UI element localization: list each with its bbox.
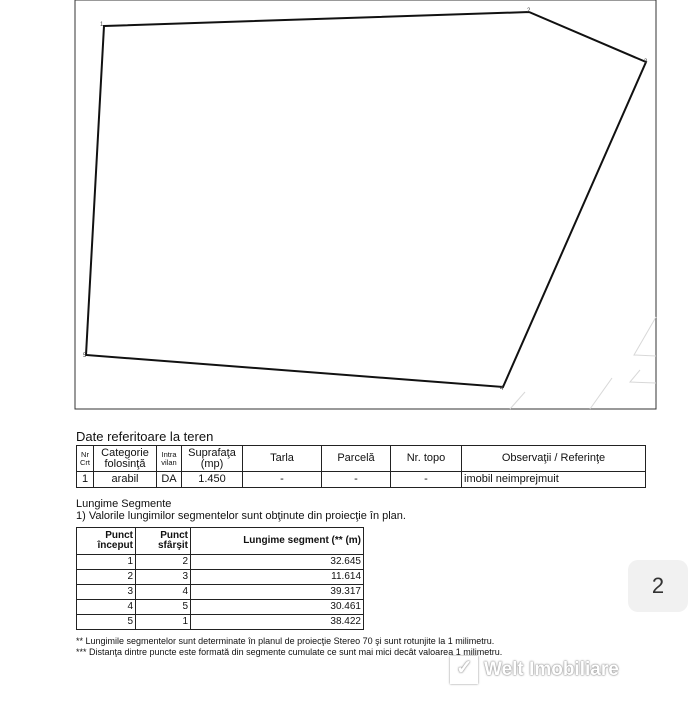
segments-heading xyxy=(76,498,406,522)
point-label: 3 xyxy=(644,59,648,65)
cell: 38.422 xyxy=(191,615,364,630)
table-row xyxy=(77,585,364,600)
cell: 3 xyxy=(136,570,191,585)
cell: 30.461 xyxy=(191,600,364,615)
cell: 1.450 xyxy=(182,472,243,488)
col-lungime: Lungime segment (** (m) xyxy=(191,528,364,555)
cell: DA xyxy=(157,472,182,488)
col-parcela: Parcelă xyxy=(322,446,391,472)
col-observatii: Observaţii / Referinţe xyxy=(462,446,646,472)
cell: 32.645 xyxy=(191,555,364,570)
plan-frame xyxy=(75,0,656,409)
land-section-title: Date referitoare la teren xyxy=(76,429,214,444)
col-punct-sfarsit: Punct sfârşit xyxy=(136,528,191,555)
footnote: *** Distanţa dintre puncte este formată din segmente cumulate ce sunt mai mici decât valoarea 1 milimetru. xyxy=(76,647,503,657)
cell: 2 xyxy=(136,555,191,570)
cell: 4 xyxy=(77,600,136,615)
checkmark-logo-icon xyxy=(450,656,478,684)
col-intravilan: Intra vilan xyxy=(157,446,182,472)
cell: imobil neimprejmuit xyxy=(462,472,646,488)
col-punct-inceput: Punct început xyxy=(77,528,136,555)
table-row xyxy=(77,570,364,585)
watermark xyxy=(450,655,619,685)
cell: arabil xyxy=(94,472,157,488)
cell: - xyxy=(243,472,322,488)
cell: 5 xyxy=(77,615,136,630)
table-row xyxy=(77,615,364,630)
col-tarla: Tarla xyxy=(243,446,322,472)
cell: 39.317 xyxy=(191,585,364,600)
table-row xyxy=(77,600,364,615)
segments-title: Lungime Segmente xyxy=(76,498,172,510)
cell: - xyxy=(391,472,462,488)
footnote: ** Lungimile segmentelor sunt determinate în planul de proiecţie Stereo 70 şi sunt rotunjite la 1 milimetru. xyxy=(76,636,495,646)
point-label: 4 xyxy=(500,386,504,392)
watermark-text: Welt Imobiliare xyxy=(484,659,619,680)
cell: 2 xyxy=(77,570,136,585)
col-categorie: Categorie folosinţă xyxy=(94,446,157,472)
table-row xyxy=(77,555,364,570)
point-label: 1 xyxy=(100,22,104,28)
table-row xyxy=(77,472,646,488)
cell: 1 xyxy=(77,555,136,570)
cell: - xyxy=(322,472,391,488)
cell: 1 xyxy=(136,615,191,630)
segments-table xyxy=(76,527,364,630)
cell: 1 xyxy=(77,472,94,488)
page-indicator-button[interactable]: 2 xyxy=(628,560,688,612)
point-label: 5 xyxy=(83,353,87,359)
point-label: 2 xyxy=(527,8,531,14)
parcel-outline xyxy=(86,12,646,387)
land-data-table xyxy=(76,445,646,488)
col-nr-topo: Nr. topo xyxy=(391,446,462,472)
segments-note: 1) Valorile lungimilor segmentelor sunt obţinute din proiecţie în plan. xyxy=(76,510,406,522)
cell: 11.614 xyxy=(191,570,364,585)
cell: 3 xyxy=(77,585,136,600)
cell: 4 xyxy=(136,585,191,600)
col-suprafata: Suprafaţa (mp) xyxy=(182,446,243,472)
neighbor-lines xyxy=(510,317,656,409)
col-nr: Nr Crt xyxy=(77,446,94,472)
cell: 5 xyxy=(136,600,191,615)
